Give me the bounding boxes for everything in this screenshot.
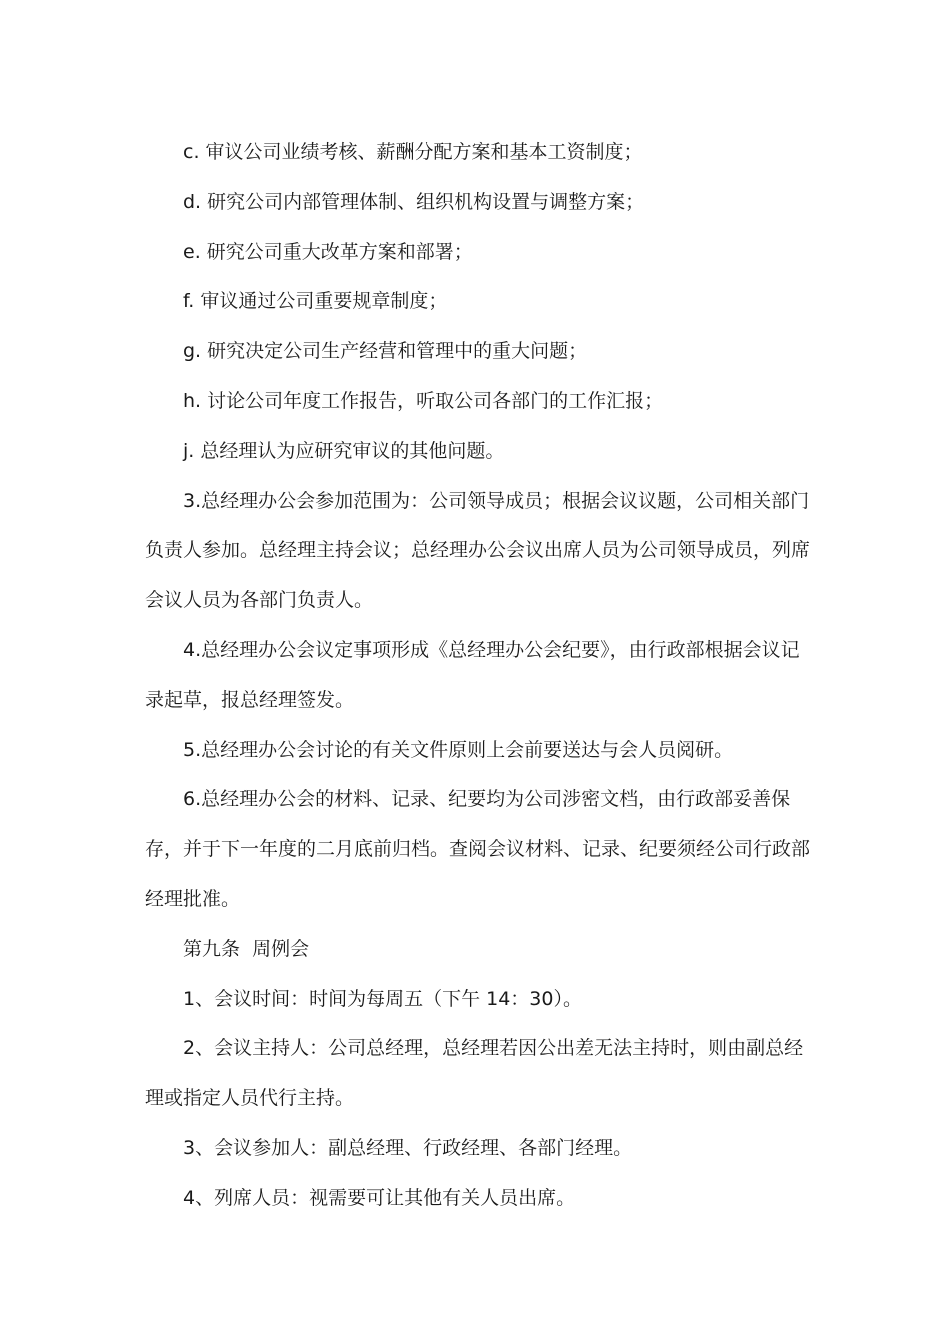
weekly-item-3-participants: 3、会议参加人：副总经理、行政经理、各部门经理。 — [183, 1136, 633, 1159]
weekly-item-1-time: 1、会议时间：时间为每周五（下午 14：30）。 — [183, 987, 582, 1010]
weekly-item-4-observers: 4、列席人员：视需要可让其他有关人员出席。 — [183, 1186, 576, 1209]
item-6-archiving: 6.总经理办公会的材料、记录、纪要均为公司涉密文档，由行政部妥善保存，并于下一年度的二月底前归档。查阅会议材料、记录、纪要须经公司行政部经理批准。 — [145, 788, 811, 910]
item-5-document-delivery: 5.总经理办公会讨论的有关文件原则上会前要送达与会人员阅研。 — [183, 738, 734, 761]
clause-h: h. 讨论公司年度工作报告，听取公司各部门的工作汇报； — [183, 389, 664, 412]
item-4-meeting-minutes: 4.总经理办公会议定事项形成《总经理办公会纪要》，由行政部根据会议记录起草，报总经理签发。 — [145, 638, 800, 711]
item-3-attendance-scope: 3.总经理办公会参加范围为：公司领导成员；根据会议议题，公司相关部门负责人参加。总经理主持会议；总经理办公会议出席人员为公司领导成员，列席会议人员为各部门负责人。 — [145, 489, 811, 612]
weekly-item-2-host: 2、会议主持人：公司总经理，总经理若因公出差无法主持时，则由副总经理或指定人员代行主持。 — [145, 1037, 804, 1110]
clause-f: f. 审议通过公司重要规章制度； — [183, 290, 448, 313]
clause-g: g. 研究决定公司生产经营和管理中的重大问题； — [183, 340, 588, 363]
clause-d: d. 研究公司内部管理体制、组织机构设置与调整方案； — [183, 190, 645, 213]
clause-e: e. 研究公司重大改革方案和部署； — [183, 240, 473, 263]
article-9-heading: 第九条 周例会 — [183, 937, 310, 960]
clause-j: j. 总经理认为应研究审议的其他问题。 — [183, 439, 505, 462]
document-body — [145, 128, 810, 1224]
clause-c: c. 审议公司业绩考核、薪酬分配方案和基本工资制度； — [183, 141, 643, 163]
